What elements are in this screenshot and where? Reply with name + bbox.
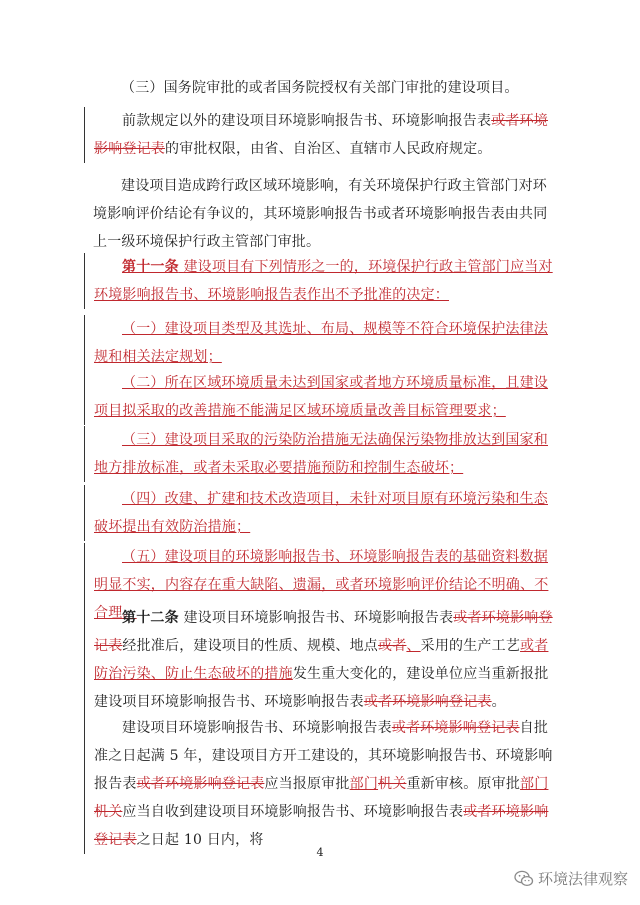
article-text: 建设项目有下列情形之一的，环境保护行政主管部门应当对环境影响报告书、环境影响报告表作出不予批准的决定： <box>94 259 553 303</box>
deleted-text: 机关 <box>378 776 407 792</box>
article-twelve <box>84 604 554 716</box>
paragraph-text: 发生重大变化的，建设单位应当重新报批建设项目环境影响报告书、环境影响报告表 <box>94 666 549 710</box>
paragraph-text: 建设项目环境影响报告书、环境影响报告表 <box>183 610 454 626</box>
paragraph-approval-authority <box>84 107 554 163</box>
deleted-text: 或者环境影响登记表 <box>94 804 549 848</box>
paragraph-text: 自批准之日起满 5 年，建设项目方开工建设的，其环境影响报告书、环境影响报告表 <box>94 720 553 792</box>
paragraph-text: 之日起 10 日内，将 <box>136 832 264 848</box>
paragraph-text: （三）国务院审批的或者国务院授权有关部门审批的建设项目。 <box>121 80 519 96</box>
list-item-text: （三）建设项目采取的污染防治措施无法确保污染物排放达到国家和地方排放标准，或者未采取必要措施预防和控制生态破坏； <box>94 432 548 476</box>
deleted-text: 或者环境影响登记表 <box>94 113 549 157</box>
article-eleven-item-1 <box>84 315 554 371</box>
paragraph-text: 的审批权限，由省、自治区、直辖市人民政府规定。 <box>165 141 492 157</box>
paragraph-text: 建设项目环境影响报告书、环境影响报告表 <box>122 720 392 736</box>
article-eleven-item-3 <box>84 426 554 482</box>
watermark <box>514 868 628 889</box>
paragraph-text: 应当自收到建设项目环境影响报告书、环境影响报告表 <box>122 804 464 820</box>
paragraph-text: 重新审核。原审批 <box>406 776 521 792</box>
inserted-text: 部门 <box>349 776 379 792</box>
paragraph-state-council-items <box>93 74 553 102</box>
deleted-text: 机关 <box>94 804 123 820</box>
paragraph-text: 。 <box>491 694 506 710</box>
paragraph-text: 应当报原审批 <box>264 776 350 792</box>
list-item-text: （四）改建、扩建和技术改造项目，未针对项目原有环境污染和生态破坏提出有效防治措施； <box>94 491 548 535</box>
article-label: 第十一条 <box>122 259 179 275</box>
watermark-text: 环境法律观察 <box>537 870 628 888</box>
deleted-text: 或者环境影响登记表 <box>94 610 553 654</box>
inserted-text: 、 <box>406 638 421 654</box>
article-label: 第十二条 <box>122 610 179 626</box>
paragraph-five-year-review <box>84 714 554 854</box>
list-item-text: （二）所在区域环境质量未达到国家或者地方环境质量标准，且建设项目拟采取的改善措施不能满足区域环境质量改善目标管理要求； <box>94 375 548 419</box>
article-eleven-item-4 <box>84 485 554 541</box>
list-item-text: （五）建设项目的环境影响报告书、环境影响报告表的基础资料数据明显不实，内容存在重大缺陷、遗漏，或者环境影响评价结论不明确、不合理。 <box>94 549 549 621</box>
paragraph-text: 建设项目造成跨行政区域环境影响，有关环境保护行政主管部门对环境影响评价结论有争议的，其环境影响报告书或者环境影响报告表由共同上一级环境保护行政主管部门审批。 <box>93 178 548 250</box>
paragraph-text: 经批准后，建设项目的性质、规模、地点 <box>122 638 379 654</box>
inserted-text: 或者防治污染、防止生态破坏的措施 <box>94 638 549 682</box>
wechat-icon <box>514 870 534 888</box>
article-eleven-item-2 <box>84 369 554 425</box>
deleted-text: 或者环境影响登记表 <box>136 776 265 792</box>
page-number: 4 <box>316 846 324 859</box>
list-item-text: （一）建设项目类型及其选址、布局、规模等不符合环境保护法律法规和相关法定规划； <box>94 321 548 365</box>
paragraph-text: 前款规定以外的建设项目环境影响报告书、环境影响报告表 <box>122 113 492 129</box>
deleted-text: 或者环境影响登记表 <box>363 694 492 710</box>
paragraph-text: 采用的生产工艺 <box>420 638 521 654</box>
article-eleven <box>84 253 554 309</box>
paragraph-cross-region <box>93 172 553 256</box>
deleted-text: 或者 <box>378 638 407 654</box>
deleted-text: 或者环境影响登记表 <box>391 720 520 736</box>
inserted-text: 部门 <box>520 776 549 792</box>
